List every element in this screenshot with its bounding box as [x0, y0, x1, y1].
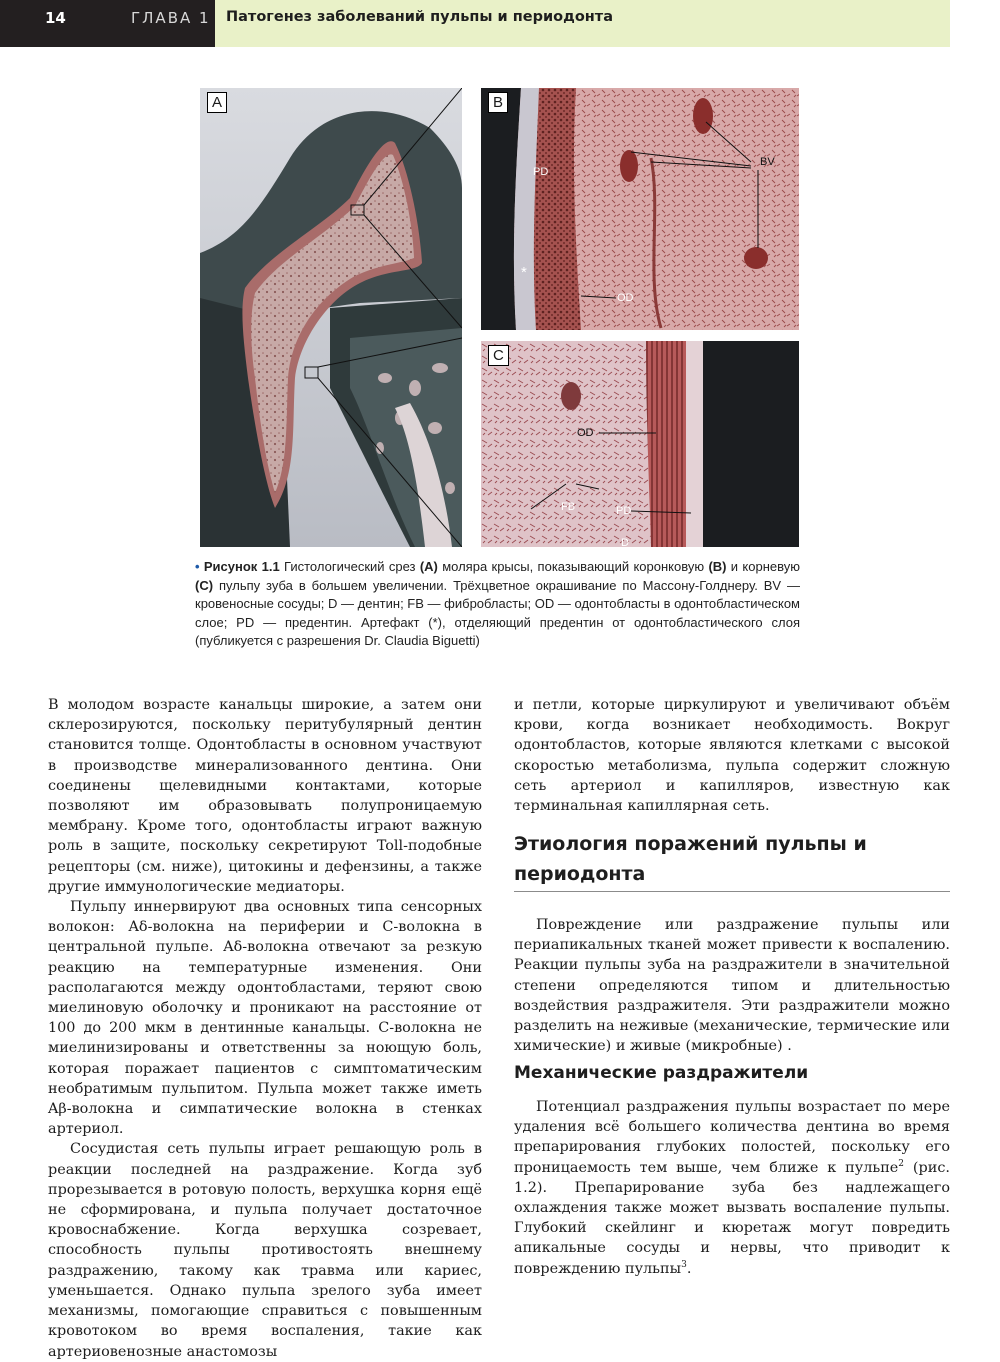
right-column-top — [514, 695, 950, 816]
label-d: D — [621, 537, 629, 547]
histology-image-c — [481, 341, 799, 547]
panel-a-label: A — [207, 92, 227, 113]
caption-figure-number: Рисунок 1.1 — [203, 559, 280, 574]
paragraph: Повреждение или раздражение пульпы или периапикальных тканей может привести к воспалению. Реакции пульпы зуба на раздражители в значительной степени определяются типом и длительностью воздействия раздражителя. Эти раздражители можно разделить на неживые (механические, термические или химические) и живые (микробные) . — [514, 917, 950, 1055]
section-heading: Этиология поражений пульпы и периодонта — [514, 833, 867, 885]
citation-ref: 3 — [681, 1259, 687, 1270]
label-od-c: OD — [577, 427, 594, 439]
subsection-heading: Механические раздражители — [514, 1063, 809, 1083]
page-number: 14 — [45, 9, 66, 27]
figure-panel-b — [481, 88, 799, 330]
right-column-middle — [514, 915, 950, 1056]
panel-c-label: C — [488, 345, 509, 366]
paragraph: Пульпу иннервируют два основных типа сенсорных волокон: Aδ-волокна на периферии и C-волокна в центральной пульпе. Aδ-волокна отвечают за резкую реакцию на температурные изменения. Они располагаются между одонтобластами, теряют свою миелиновую оболочку и проникают на расстояние от 100 до 200 мкм в дентинные канальцы. C-волокна не миелинизированы и ответственны за ноющую боль, которая поражает пациентов с симптоматическим необратимым пульпитом. Пульпа может также иметь Aβ-волокна и симпатические волокна в стенках артериол. — [48, 899, 482, 1138]
running-title: Патогенез заболеваний пульпы и периодонта — [226, 9, 613, 25]
right-column-bottom — [514, 1097, 950, 1279]
label-pd-c: PD — [616, 505, 632, 517]
histology-image-a — [200, 88, 462, 547]
paragraph: и петли, которые циркулируют и увеличивают объём крови, когда возникает необходимость. Вокруг одонтобластов, которые являются клетками с высокой скоростью метаболизма, пульпа содержит сложную сеть артериол и капилляров, известную как терминальная капиллярная сеть. — [514, 697, 950, 815]
label-asterisk: * — [521, 264, 527, 281]
page-header — [0, 0, 950, 47]
paragraph: Сосудистая сеть пульпы играет решающую роль в реакции последней на раздражение. Когда зуб прорезывается в ротовую полость, верхушка корня ещё не сформирована, и пульпа получает достаточное кровоснабжение. Когда верхушка созревает, способность пульпы противостоять внешнему раздражению, такому как травма или кариес, уменьшается. Однако пульпа зрелого зуба имеет механизмы, помогающие справиться с повышенным кровотоком во время воспаления, такие как артериовенозные анастомозы — [48, 1141, 482, 1360]
label-bv: BV — [760, 156, 775, 168]
histology-image-b — [481, 88, 799, 330]
figure-panel-a — [200, 88, 462, 547]
paragraph: В молодом возрасте канальцы широкие, а затем они склерозируются, поскольку перитубулярный дентин становится толще. Одонтобласты в основном участвуют в производстве минерализованного дентина. Они соединены щелевидными контактами, которые позволяют им образовывать полупроницаемую мембрану. Кроме того, одонтобласты играют важную роль в защите, поскольку секретируют Toll-подобные рецепторы (см. ниже), цитокины и дефензины, а также другие иммунологические медиаторы. — [48, 697, 482, 895]
chapter-label: ГЛАВА 1 — [131, 9, 211, 27]
label-od: OD — [617, 292, 634, 304]
label-fb: FB — [561, 501, 576, 513]
figure-caption: • Рисунок 1.1 Гистологический срез (A) моляра крысы, показывающий коронковую (B) и корневую (C) пульпу зуба в большем увеличении. Трёхцветное окрашивание по Массону-Голднеру. BV — кровеносные сосуды; D — дентин; FB — фибробласты; OD — одонтобласты в одонтобластическом слое; PD — предентин. Артефакт (*), отделяющий предентин от одонтобластического слоя (публикуется с разрешения Dr. Claudia Biguetti) — [195, 559, 800, 649]
label-pd: PD — [533, 166, 549, 178]
panel-b-label: B — [488, 92, 508, 113]
heading-rule — [514, 891, 950, 892]
left-column — [48, 695, 482, 1362]
caption-bullet: • — [195, 559, 200, 574]
citation-ref: 2 — [898, 1158, 905, 1169]
paragraph: Потенциал раздражения пульпы возрастает по мере удаления всё большего количества дентина во время препарирования глубоких полостей, поскольку его проницаемость тем выше, чем ближе к пульпе$^2$ (рис. 1.2). Препарирование зуба без надлежащего охлаждения также может вызвать воспаление пульпы. Глубокий скейлинг и кюретаж могут повредить апикальные сосуды и нервы, что приводит к повреждению пульпы$^3$. — [514, 1099, 950, 1277]
figure-panel-c — [481, 341, 799, 547]
